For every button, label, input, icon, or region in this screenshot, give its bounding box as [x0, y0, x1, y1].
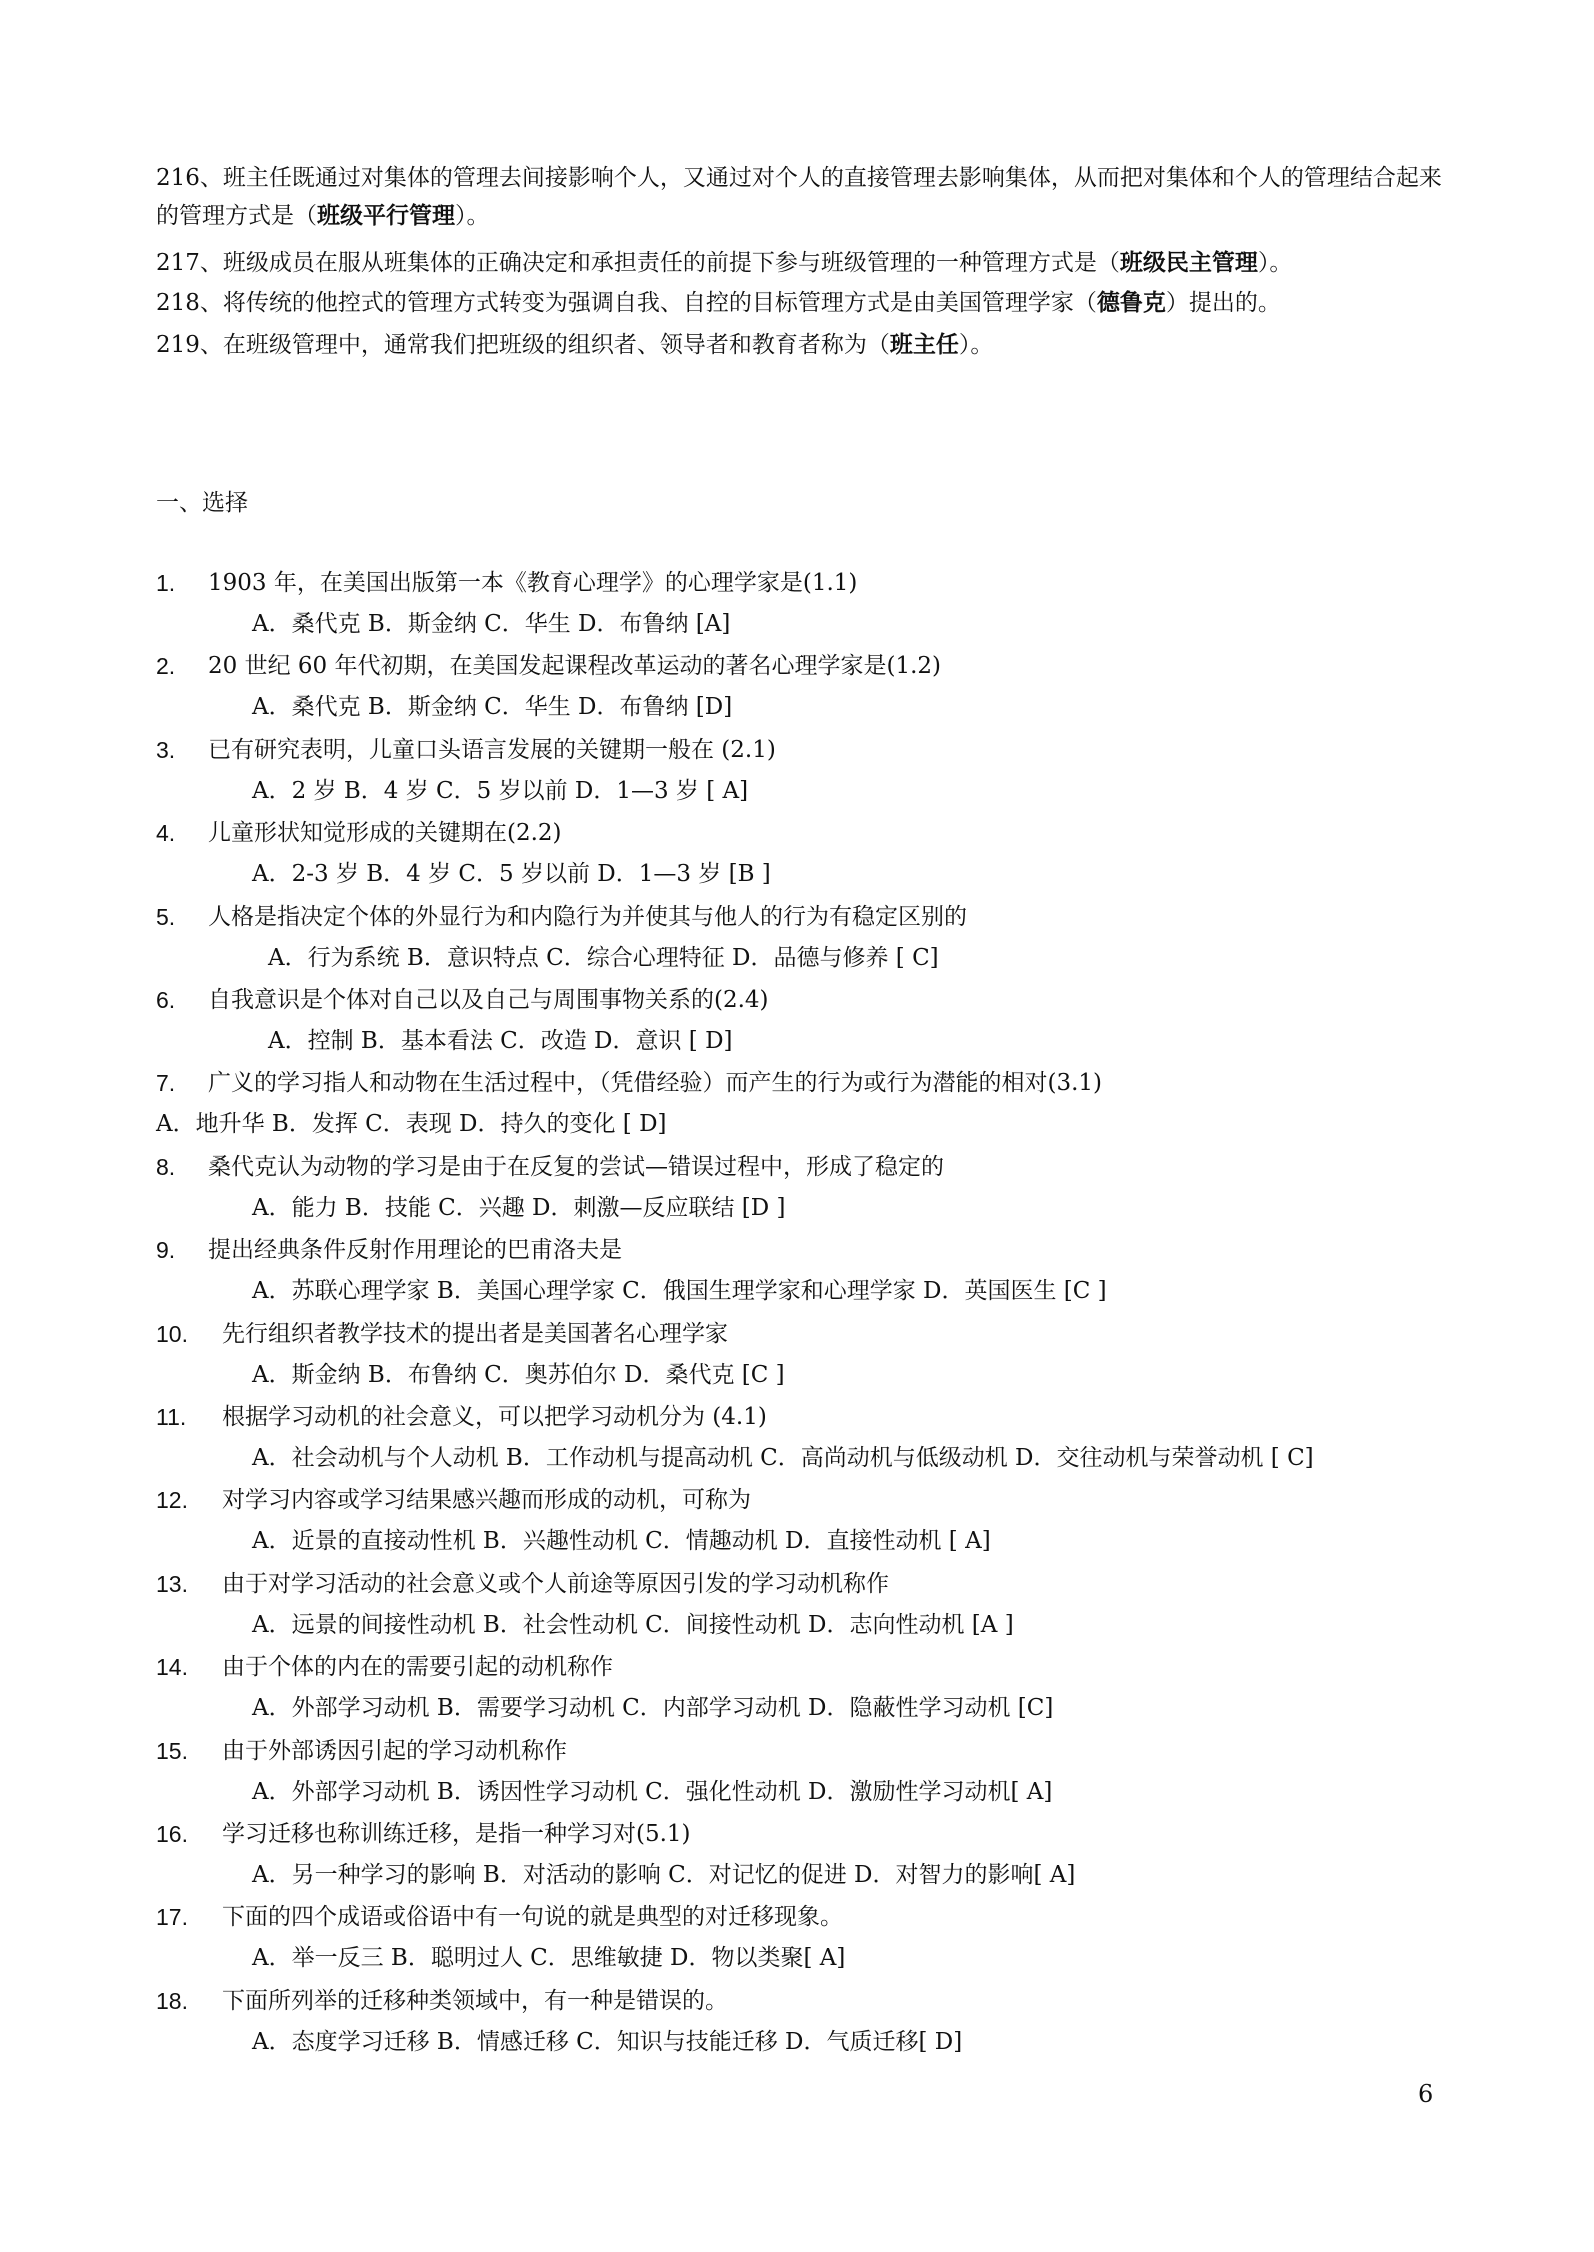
- question-options: A．社会动机与个人动机 B．工作动机与提高动机 C．高尚动机与低级动机 D．交往动机与荣誉动机 [ C]: [252, 1445, 1314, 1471]
- question-text: 由于外部诱因引起的学习动机称作: [222, 1738, 567, 1764]
- paragraph-text: 218、将传统的他控式的管理方式转变为强调自我、自控的目标管理方式是由美国管理学家（: [156, 290, 1097, 316]
- question-number: 13.: [156, 1571, 188, 1597]
- question-number: 2.: [156, 653, 176, 679]
- question-text: 由于个体的内在的需要引起的动机称作: [222, 1654, 613, 1680]
- question-number: 14.: [156, 1654, 188, 1680]
- question-options: A．行为系统 B．意识特点 C．综合心理特征 D．品德与修养 [ C]: [268, 945, 939, 971]
- question-number: 5.: [156, 904, 176, 930]
- question-number: 15.: [156, 1738, 188, 1764]
- question-options: A．举一反三 B．聪明过人 C．思维敏捷 D．物以类聚[ A]: [252, 1945, 846, 1971]
- paragraph-216: [156, 160, 1446, 235]
- paragraph-text: 216、班主任既通过对集体的管理去间接影响个人，又通过对个人的直接管理去影响集体，从而把对集体和个人的管理结合起来的管理方式是（: [156, 165, 1442, 229]
- paragraph-217: [156, 244, 1446, 282]
- answer-bold: 德鲁克: [1096, 289, 1166, 316]
- paragraph-text: ）。: [1257, 250, 1293, 276]
- paragraph-text: 217、班级成员在服从班集体的正确决定和承担责任的前提下参与班级管理的一种管理方式是（: [156, 250, 1120, 276]
- question-options: A．桑代克 B．斯金纳 C．华生 D．布鲁纳 [A]: [252, 611, 731, 637]
- question-text: 对学习内容或学习结果感兴趣而形成的动机，可称为: [222, 1487, 751, 1513]
- paragraph-text: ）。: [455, 203, 490, 229]
- question-options: A．苏联心理学家 B．美国心理学家 C．俄国生理学家和心理学家 D．英国医生 [C ]: [252, 1278, 1107, 1304]
- question-number: 8.: [156, 1154, 176, 1180]
- question-text: 已有研究表明，儿童口头语言发展的关键期一般在 (2.1): [208, 737, 776, 763]
- question-number: 9.: [156, 1237, 176, 1263]
- question-number: 10.: [156, 1321, 188, 1347]
- question-options: A．外部学习动机 B．诱因性学习动机 C．强化性动机 D．激励性学习动机[ A]: [252, 1779, 1053, 1805]
- question-options: A．斯金纳 B．布鲁纳 C．奥苏伯尔 D．桑代克 [C ]: [252, 1362, 785, 1388]
- page-number: 6: [1418, 2080, 1434, 2108]
- question-number: 18.: [156, 1988, 188, 2014]
- question-options: A．2-3 岁 B．4 岁 C．5 岁以前 D．1—3 岁 [B ]: [252, 861, 771, 887]
- question-options: A．桑代克 B．斯金纳 C．华生 D．布鲁纳 [D]: [252, 694, 733, 720]
- question-text: 20 世纪 60 年代初期，在美国发起课程改革运动的著名心理学家是(1.2): [208, 653, 941, 679]
- section-heading: 一、选择: [156, 490, 248, 516]
- question-number: 7.: [156, 1070, 176, 1096]
- question-text: 由于对学习活动的社会意义或个人前途等原因引发的学习动机称作: [222, 1571, 889, 1597]
- question-number: 3.: [156, 737, 176, 763]
- question-number: 16.: [156, 1821, 188, 1847]
- question-text: 提出经典条件反射作用理论的巴甫洛夫是: [208, 1237, 622, 1263]
- answer-bold: 班级民主管理: [1119, 249, 1258, 276]
- question-options: A．近景的直接动性机 B．兴趣性动机 C．情趣动机 D．直接性动机 [ A]: [252, 1528, 991, 1554]
- question-text: 根据学习动机的社会意义，可以把学习动机分为 (4.1): [222, 1404, 767, 1430]
- question-number: 6.: [156, 987, 176, 1013]
- question-text: 自我意识是个体对自己以及自己与周围事物关系的(2.4): [208, 987, 769, 1013]
- question-number: 4.: [156, 820, 176, 846]
- question-text: 1903 年，在美国出版第一本《教育心理学》的心理学家是(1.1): [208, 570, 858, 596]
- question-options: A．能力 B．技能 C．兴趣 D．刺激—反应联结 [D ]: [252, 1195, 786, 1221]
- question-options: A．另一种学习的影响 B．对活动的影响 C．对记忆的促进 D．对智力的影响[ A]: [252, 1862, 1076, 1888]
- question-options: A．地升华 B．发挥 C．表现 D．持久的变化 [ D]: [156, 1111, 667, 1137]
- question-number: 12.: [156, 1487, 188, 1513]
- question-options: A．外部学习动机 B．需要学习动机 C．内部学习动机 D．隐蔽性学习动机 [C]: [252, 1695, 1054, 1721]
- question-text: 下面所列举的迁移种类领域中，有一种是错误的。: [222, 1988, 728, 2014]
- paragraph-text: ）提出的。: [1165, 290, 1281, 316]
- paragraph-text: ）。: [958, 332, 994, 358]
- question-text: 人格是指决定个体的外显行为和内隐行为并使其与他人的行为有稳定区别的: [208, 904, 967, 930]
- question-options: A．远景的间接性动机 B．社会性动机 C．间接性动机 D．志向性动机 [A ]: [252, 1612, 1014, 1638]
- question-number: 17.: [156, 1904, 188, 1930]
- paragraph-219: [156, 326, 1446, 364]
- answer-bold: 班级平行管理: [317, 202, 455, 229]
- question-text: 先行组织者教学技术的提出者是美国著名心理学家: [222, 1321, 728, 1347]
- question-number: 11.: [156, 1404, 187, 1430]
- question-options: A．态度学习迁移 B．情感迁移 C．知识与技能迁移 D．气质迁移[ D]: [252, 2029, 963, 2055]
- question-number: 1.: [156, 570, 176, 596]
- question-text: 学习迁移也称训练迁移，是指一种学习对(5.1): [222, 1821, 691, 1847]
- question-text: 桑代克认为动物的学习是由于在反复的尝试—错误过程中，形成了稳定的: [208, 1154, 944, 1180]
- paragraph-text: 219、在班级管理中，通常我们把班级的组织者、领导者和教育者称为（: [156, 332, 890, 358]
- answer-bold: 班主任: [889, 331, 959, 358]
- question-options: A．2 岁 B．4 岁 C．5 岁以前 D．1—3 岁 [ A]: [252, 778, 749, 804]
- question-text: 儿童形状知觉形成的关键期在(2.2): [208, 820, 562, 846]
- question-text: 下面的四个成语或俗语中有一句说的就是典型的对迁移现象。: [222, 1904, 843, 1930]
- question-options: A．控制 B．基本看法 C．改造 D．意识 [ D]: [268, 1028, 733, 1054]
- paragraph-218: [156, 284, 1446, 322]
- question-text: 广义的学习指人和动物在生活过程中，（凭借经验）而产生的行为或行为潜能的相对(3.1): [208, 1070, 1103, 1096]
